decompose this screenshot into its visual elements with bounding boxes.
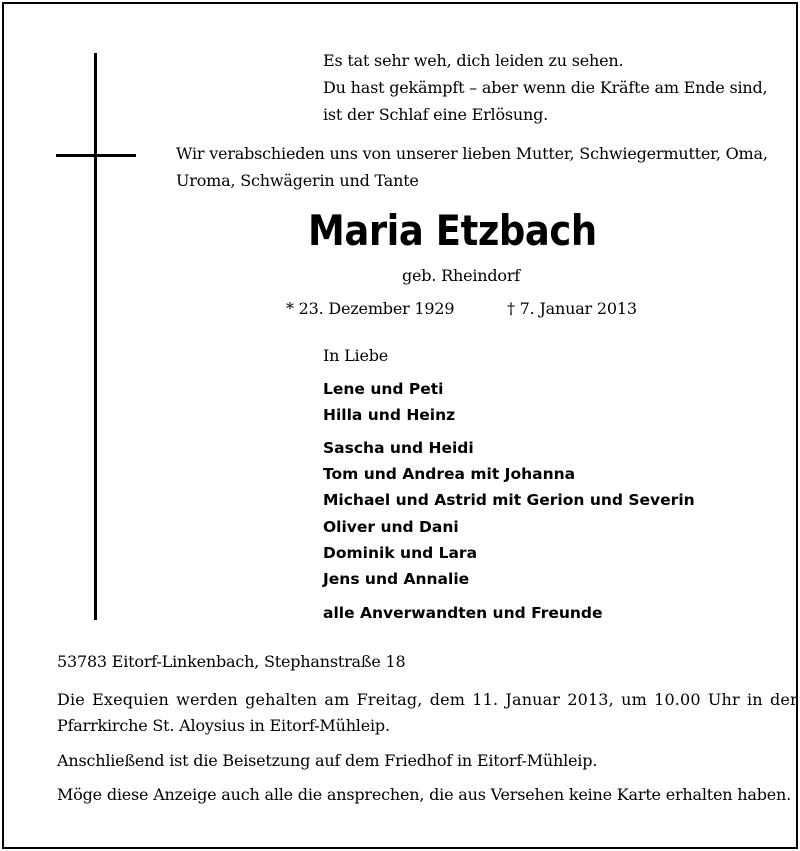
intro-line: Wir verabschieden uns von unserer lieben Mutter, Schwiegermutter, Oma, <box>176 144 768 163</box>
poem-line: Es tat sehr weh, dich leiden zu sehen. <box>323 51 624 70</box>
mourner-name: Hilla und Heinz <box>323 406 456 424</box>
mourners-intro: In Liebe <box>323 346 389 365</box>
poem-line: Du hast gekämpft – aber wenn die Kräfte am Ende sind, <box>323 78 768 97</box>
mourner-name: Jens und Annalie <box>323 570 470 588</box>
mourner-name: Michael und Astrid mit Gerion und Severin <box>323 491 695 509</box>
intro-line: Uroma, Schwägerin und Tante <box>176 171 419 190</box>
service-line: Möge diese Anzeige auch alle die ansprechen, die aus Versehen keine Karte erhalten haben. <box>57 785 792 804</box>
mourner-name: Oliver und Dani <box>323 518 459 536</box>
service-line: Anschließend ist die Beisetzung auf dem Friedhof in Eitorf-Mühleip. <box>57 751 598 770</box>
mourner-name: Tom und Andrea mit Johanna <box>323 465 576 483</box>
cross-icon <box>94 53 97 620</box>
address: 53783 Eitorf-Linkenbach, Stephanstraße 18 <box>57 652 406 671</box>
death-date: † 7. Januar 2013 <box>507 299 637 318</box>
poem-line: ist der Schlaf eine Erlösung. <box>323 105 549 124</box>
deceased-name: Maria Etzbach <box>308 206 597 255</box>
service-line: Die Exequien werden gehalten am Freitag, dem 11. Januar 2013, um 10.00 Uhr in der <box>57 690 798 709</box>
maiden-name: geb. Rheindorf <box>402 266 521 285</box>
mourner-name: Sascha und Heidi <box>323 439 474 457</box>
service-line: Pfarrkirche St. Aloysius in Eitorf-Mühleip. <box>57 716 390 735</box>
birth-date: * 23. Dezember 1929 <box>286 299 455 318</box>
cross-icon-bar <box>56 154 136 157</box>
mourner-name: Lene und Peti <box>323 380 444 398</box>
mourner-name: Dominik und Lara <box>323 544 478 562</box>
mourner-name: alle Anverwandten und Freunde <box>323 604 603 622</box>
